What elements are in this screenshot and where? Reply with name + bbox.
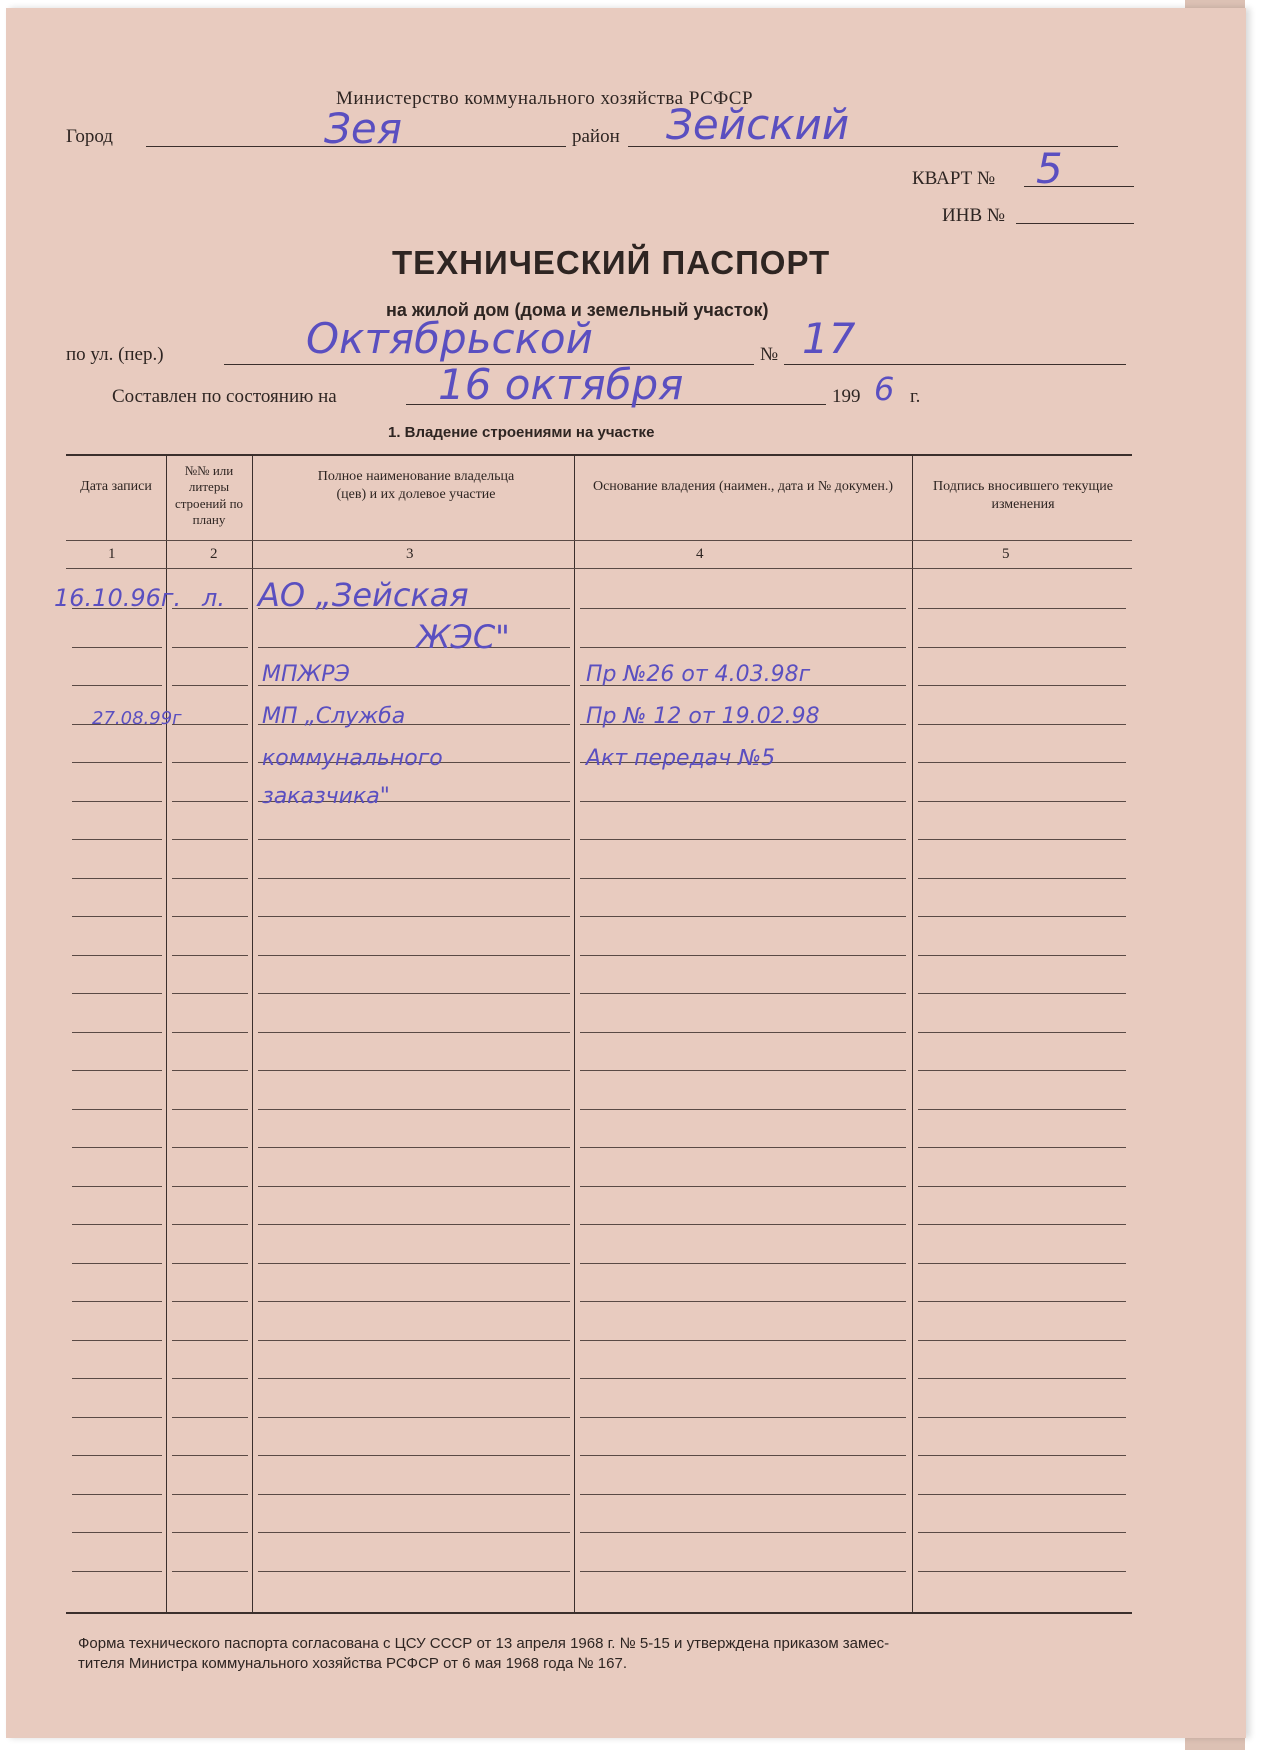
table-row-line	[172, 1301, 248, 1302]
table-row-line	[918, 762, 1126, 763]
table-row-line	[72, 647, 162, 648]
table-row-line	[258, 1032, 570, 1033]
table-row-line	[918, 916, 1126, 917]
street-label: по ул. (пер.)	[66, 344, 164, 365]
table-row-line	[918, 1186, 1126, 1187]
table-row-line	[580, 1417, 906, 1418]
table-row-line	[172, 762, 248, 763]
table-row-line	[580, 1571, 906, 1572]
table-row-line	[918, 801, 1126, 802]
table-row-line	[72, 878, 162, 879]
table-row-line	[258, 1455, 570, 1456]
table-row-line	[72, 839, 162, 840]
table-row-line	[72, 762, 162, 763]
table-row-line	[918, 1224, 1126, 1225]
table-row-line	[580, 1070, 906, 1071]
district-value: Зейский	[666, 100, 850, 149]
footnote-line-1: Форма технического паспорта согласована с ЦСУ СССР от 13 апреля 1968 г. № 5-15 и утверждена приказом замес-	[78, 1635, 890, 1652]
table-row-line	[580, 1147, 906, 1148]
year-prefix: 199	[832, 386, 861, 407]
table-row-line	[72, 801, 162, 802]
col-number-3: 3	[406, 546, 414, 562]
table-row-line	[72, 993, 162, 994]
table-row-line	[258, 878, 570, 879]
city-label: Город	[66, 126, 113, 147]
page-title: ТЕХНИЧЕСКИЙ ПАСПОРТ	[392, 244, 831, 281]
header-bottom-line	[66, 540, 1132, 541]
table-row-line	[580, 1532, 906, 1533]
passport-page	[6, 8, 1246, 1738]
year-suffix: 6	[874, 370, 895, 408]
footnote-line-2: тителя Министра коммунального хозяйства РСФСР от 6 мая 1968 года № 167.	[78, 1654, 627, 1672]
table-row-line	[918, 1417, 1126, 1418]
table-row-line	[918, 1147, 1126, 1148]
table-row-line	[580, 608, 906, 609]
table-row-line	[72, 1032, 162, 1033]
table-row-line	[172, 647, 248, 648]
table-row-line	[72, 1263, 162, 1264]
col-divider-1	[166, 456, 167, 1612]
header-owner: Полное наименование владельца (цев) и их долевое участие	[317, 469, 515, 502]
table-row-line	[72, 955, 162, 956]
table-row-line	[918, 1263, 1126, 1264]
header-basis: Основание владения (наимен., дата и № докумен.)	[592, 479, 894, 494]
entry-1-date: 16.10.96г.	[54, 584, 182, 612]
table-row-line	[172, 878, 248, 879]
house-number-label: №	[760, 344, 779, 365]
house-number-value: 17	[802, 314, 856, 363]
kvart-label: КВАРТ №	[912, 168, 996, 189]
table-top-border	[66, 454, 1132, 456]
table-row-line	[172, 916, 248, 917]
district-label: район	[572, 126, 620, 147]
table-row-line	[172, 1378, 248, 1379]
table-row-line	[918, 1032, 1126, 1033]
table-row-line	[580, 916, 906, 917]
table-row-line	[580, 878, 906, 879]
table-row-line	[172, 724, 248, 725]
table-row-line	[918, 724, 1126, 725]
table-row-line	[72, 916, 162, 917]
city-value: Зея	[324, 104, 403, 153]
col-number-5: 5	[1002, 546, 1010, 562]
table-row-line	[918, 1494, 1126, 1495]
table-row-line	[72, 1378, 162, 1379]
table-bottom-border	[66, 1612, 1132, 1614]
table-row-line	[72, 1417, 162, 1418]
table-row-line	[918, 647, 1126, 648]
table-row-line	[918, 839, 1126, 840]
date-value: 16 октября	[438, 360, 684, 409]
ministry-heading: Министерство коммунального хозяйства РСФСР	[336, 88, 754, 109]
table-row-line	[172, 1109, 248, 1110]
table-row-line	[580, 1378, 906, 1379]
table-row-line	[258, 1186, 570, 1187]
table-row-line	[258, 1301, 570, 1302]
table-row-line	[72, 1494, 162, 1495]
table-row-line	[258, 1417, 570, 1418]
table-row-line	[172, 955, 248, 956]
table-row-line	[72, 685, 162, 686]
table-row-line	[172, 1417, 248, 1418]
table-row-line	[172, 993, 248, 994]
table-row-line	[72, 1340, 162, 1341]
street-value: Октябрьской	[306, 314, 593, 363]
table-row-line	[918, 608, 1126, 609]
table-row-line	[580, 1455, 906, 1456]
section-title: 1. Владение строениями на участке	[388, 424, 655, 441]
table-row-line	[172, 1494, 248, 1495]
table-row-line	[918, 1109, 1126, 1110]
table-row-line	[258, 647, 570, 648]
table-row-line	[580, 1340, 906, 1341]
entry-3-owner: МПЖРЭ	[262, 662, 350, 687]
house-number-line	[784, 364, 1126, 365]
table-row-line	[258, 1070, 570, 1071]
table-row-line	[172, 1455, 248, 1456]
table-row-line	[258, 1532, 570, 1533]
header-date: Дата записи	[80, 479, 152, 494]
table-row-line	[72, 1147, 162, 1148]
table-row-line	[72, 1186, 162, 1187]
col-numbers-bottom-line	[66, 568, 1132, 569]
table-row-line	[580, 1263, 906, 1264]
table-row-line	[172, 1532, 248, 1533]
entry-6-owner: заказчика"	[262, 784, 390, 809]
inv-line	[1016, 223, 1134, 224]
table-row-line	[172, 1147, 248, 1148]
table-row-line	[918, 878, 1126, 879]
table-row-line	[172, 1340, 248, 1341]
table-row-line	[172, 1032, 248, 1033]
header-signature: Подпись вносившего текущие изменения	[933, 479, 1113, 512]
table-row-line	[258, 1340, 570, 1341]
table-row-line	[72, 1109, 162, 1110]
table-row-line	[580, 993, 906, 994]
table-row-line	[72, 1571, 162, 1572]
table-row-line	[258, 1224, 570, 1225]
year-g: г.	[910, 386, 921, 407]
table-row-line	[72, 1532, 162, 1533]
table-row-line	[580, 955, 906, 956]
table-row-line	[580, 801, 906, 802]
table-row-line	[918, 1571, 1126, 1572]
table-row-line	[258, 1378, 570, 1379]
col-divider-2	[252, 456, 253, 1612]
col-divider-3	[574, 456, 575, 1612]
table-row-line	[172, 801, 248, 802]
table-row-line	[918, 993, 1126, 994]
date-label: Составлен по состоянию на	[112, 386, 337, 407]
table-row-line	[172, 1263, 248, 1264]
table-row-line	[258, 839, 570, 840]
table-row-line	[580, 1494, 906, 1495]
table-row-line	[258, 1147, 570, 1148]
table-row-line	[918, 685, 1126, 686]
table-row-line	[258, 955, 570, 956]
table-row-line	[580, 647, 906, 648]
table-row-line	[172, 839, 248, 840]
table-row-line	[172, 1224, 248, 1225]
entry-4-basis: Пр № 12 от 19.02.98	[586, 704, 820, 729]
entry-4-owner: МП „Служба	[262, 704, 406, 729]
table-row-line	[258, 993, 570, 994]
table-row-line	[918, 1532, 1126, 1533]
table-row-line	[918, 1301, 1126, 1302]
table-row-line	[258, 1109, 570, 1110]
kvart-value: 5	[1036, 144, 1063, 193]
col-number-4: 4	[696, 546, 704, 562]
col-divider-4	[912, 456, 913, 1612]
entry-1-owner: АО „Зейская	[258, 576, 469, 614]
table-row-line	[580, 839, 906, 840]
table-row-line	[918, 1340, 1126, 1341]
entry-5-basis: Акт передач №5	[586, 746, 776, 771]
table-row-line	[580, 1301, 906, 1302]
header-building-number: №№ или литеры строений по плану	[174, 463, 244, 527]
table-row-line	[918, 1070, 1126, 1071]
table-row-line	[72, 1455, 162, 1456]
table-row-line	[580, 1186, 906, 1187]
table-row-line	[72, 1070, 162, 1071]
col-number-1: 1	[108, 546, 116, 562]
entry-2-owner: ЖЭС"	[416, 618, 510, 656]
table-row-line	[258, 1263, 570, 1264]
table-row-line	[172, 685, 248, 686]
col-number-2: 2	[210, 546, 218, 562]
table-row-line	[580, 1032, 906, 1033]
entry-4-date: 27.08.99г	[92, 708, 182, 729]
table-row-line	[172, 1186, 248, 1187]
form-approval-footnote	[78, 1634, 889, 1673]
table-row-line	[918, 955, 1126, 956]
inv-label: ИНВ №	[942, 205, 1005, 226]
table-row-line	[580, 1109, 906, 1110]
table-row-line	[258, 1571, 570, 1572]
table-row-line	[918, 1455, 1126, 1456]
entry-5-owner: коммунального	[262, 746, 443, 771]
page-subtitle: на жилой дом (дома и земельный участок)	[386, 300, 769, 320]
entry-3-basis: Пр №26 от 4.03.98г	[586, 662, 811, 687]
table-row-line	[580, 1224, 906, 1225]
table-row-line	[72, 1301, 162, 1302]
table-row-line	[72, 1224, 162, 1225]
table-row-line	[258, 916, 570, 917]
table-row-line	[172, 1571, 248, 1572]
entry-1-col2: л.	[202, 584, 225, 612]
table-row-line	[172, 1070, 248, 1071]
table-row-line	[258, 1494, 570, 1495]
table-row-line	[918, 1378, 1126, 1379]
